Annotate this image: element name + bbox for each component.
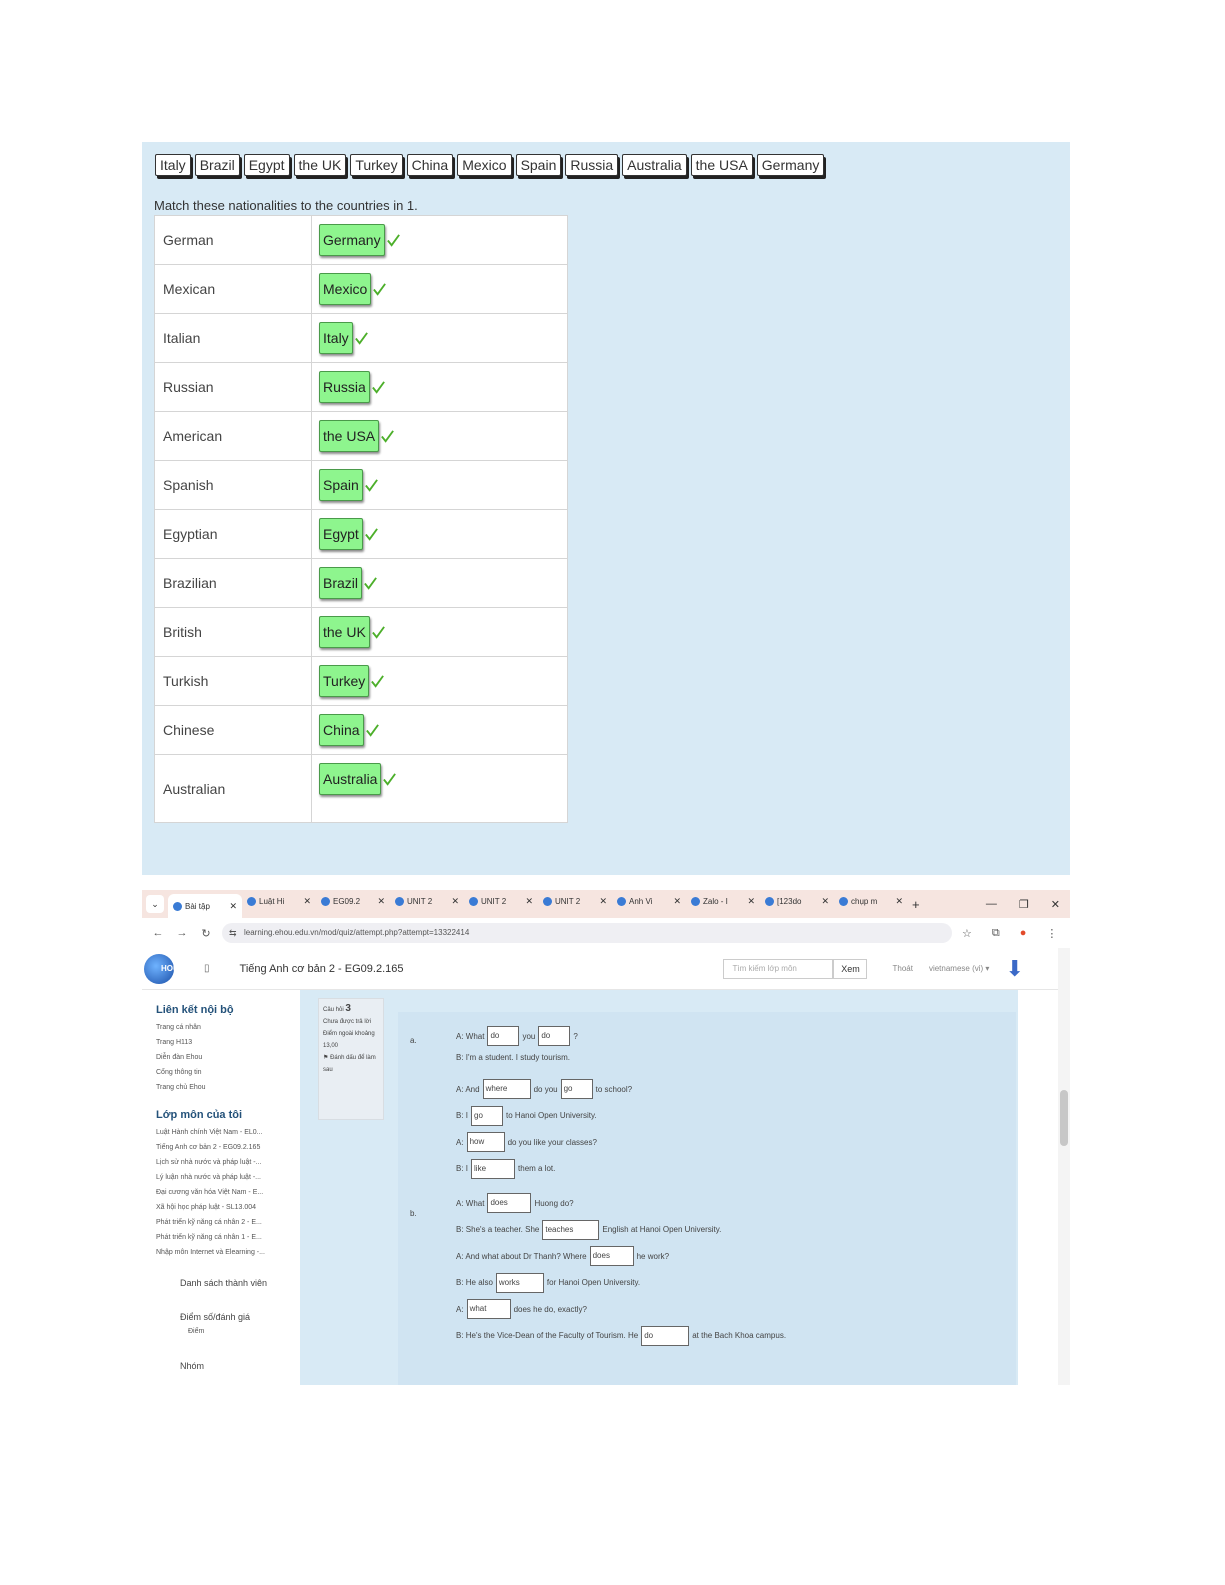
dialogue-line — [456, 1326, 786, 1346]
nationality-cell: Brazilian — [155, 559, 312, 608]
answer-cell — [312, 412, 568, 461]
internal-links-title: Liên kết nội bộ — [156, 1004, 234, 1016]
nationality-cell: Australian — [155, 755, 312, 823]
tab-close-icon[interactable]: ✕ — [821, 895, 829, 906]
country-chip[interactable]: Mexico — [457, 154, 511, 176]
country-chip[interactable]: Germany — [757, 154, 825, 176]
answer-cell — [312, 657, 568, 706]
match-row — [155, 363, 568, 412]
dialogue-text: B: I — [456, 1111, 469, 1120]
answer-cell — [312, 314, 568, 363]
answer-box[interactable]: China — [319, 714, 364, 746]
tab-close-icon[interactable]: ✕ — [599, 895, 607, 906]
browser-tab[interactable] — [242, 890, 316, 912]
country-chip[interactable]: Brazil — [195, 154, 240, 176]
restore-icon[interactable]: ❐ — [1018, 898, 1029, 911]
dialogue-text: do you like your classes? — [507, 1137, 597, 1147]
sidebar-course-link[interactable]: Đại cương văn hóa Việt Nam - E... — [156, 1189, 264, 1196]
country-chip[interactable]: Turkey — [350, 154, 402, 176]
dialogue-text: A: And what about Dr Thanh? Where — [456, 1251, 587, 1261]
dialogue-text: A: What — [456, 1198, 485, 1208]
scrollbar-thumb[interactable] — [1060, 1090, 1068, 1146]
sidebar-course-link[interactable]: Nhập môn Internet và Elearning -... — [156, 1249, 265, 1256]
answer-gap-input[interactable]: go — [471, 1106, 503, 1126]
tab-title: chụp m — [851, 896, 878, 906]
url-field[interactable] — [222, 923, 952, 943]
answer-gap-input[interactable]: does — [590, 1246, 634, 1266]
answer-box[interactable]: the UK — [319, 616, 370, 648]
sidebar-course-link[interactable]: Phát triển kỹ năng cá nhân 2 - E... — [156, 1219, 262, 1226]
nationality-cell: Mexican — [155, 265, 312, 314]
answer-cell — [312, 216, 568, 265]
country-chip[interactable]: Italy — [155, 154, 191, 176]
answer-cell — [312, 755, 568, 823]
correct-check-icon — [364, 527, 379, 542]
answer-box[interactable]: Spain — [319, 469, 363, 501]
dialogue-text: do you — [533, 1084, 558, 1094]
window-controls — [986, 898, 1070, 911]
country-chip[interactable]: the UK — [294, 154, 347, 176]
dialogue-text: B: He also — [456, 1278, 493, 1287]
dialogue-text: A: — [456, 1137, 464, 1147]
flag-question-link[interactable]: ⚑ Đánh dấu để làm sau — [323, 1055, 376, 1073]
logo-text: HOU — [161, 963, 179, 973]
answer-cell — [312, 706, 568, 755]
nationality-cell: American — [155, 412, 312, 461]
dialogue-line — [456, 1273, 640, 1293]
tab-close-icon[interactable]: ✕ — [377, 895, 385, 906]
menu-icon[interactable]: ⋮ — [1046, 927, 1058, 940]
country-chip[interactable]: China — [407, 154, 454, 176]
dialogue-text: them a lot. — [518, 1164, 556, 1173]
match-row — [155, 657, 568, 706]
tab-close-icon[interactable]: ✕ — [747, 895, 755, 906]
correct-check-icon — [365, 723, 380, 738]
answer-cell — [312, 461, 568, 510]
match-row — [155, 755, 568, 823]
flag-icon: ⚑ — [323, 1055, 329, 1061]
dialogue-text: A: And — [456, 1084, 480, 1094]
part-b-label: b. — [410, 1209, 417, 1218]
groups-link[interactable]: Nhóm — [180, 1361, 205, 1371]
correct-check-icon — [382, 772, 397, 787]
grades-link[interactable]: Điểm số/đánh giá — [180, 1312, 251, 1322]
answer-box[interactable]: Australia — [319, 763, 381, 795]
dialogue-text: to Hanoi Open University. — [506, 1111, 597, 1120]
dialogue-text: B: I'm a student. I study tourism. — [456, 1052, 571, 1062]
sidebar-course-link[interactable]: Xã hội học pháp luật - SL13.004 — [156, 1204, 257, 1211]
address-bar — [142, 918, 1070, 948]
browser-window — [142, 890, 1070, 1385]
tab-favicon-icon — [543, 897, 552, 906]
tab-favicon-icon — [247, 897, 256, 906]
answer-cell — [312, 265, 568, 314]
dialogue-line — [456, 1053, 570, 1062]
dialogue-line — [456, 1220, 721, 1240]
quiz-content — [300, 990, 1018, 1385]
answer-gap-input[interactable]: where — [483, 1079, 531, 1099]
dialogue-text: B: He's the Vice-Dean of the Faculty of Tourism. He — [456, 1331, 639, 1340]
country-chip-row — [155, 154, 824, 176]
exercise-instruction: Match these nationalities to the countries in 1. — [154, 198, 418, 213]
dialogue-text: he work? — [636, 1251, 670, 1261]
dialogue-text: to school? — [595, 1084, 633, 1094]
sidebar-course-link[interactable]: Lý luận nhà nước và pháp luật -... — [156, 1174, 262, 1181]
tab-close-icon[interactable]: ✕ — [895, 895, 903, 906]
browser-tab[interactable] — [686, 890, 760, 912]
nationality-cell: Turkish — [155, 657, 312, 706]
tab-favicon-icon — [617, 897, 626, 906]
url-text: learning.ehou.edu.vn/mod/quiz/attempt.php?attempt=13322414 — [244, 928, 470, 937]
nationality-cell: Spanish — [155, 461, 312, 510]
browser-tab[interactable] — [390, 890, 464, 912]
answer-box[interactable]: Mexico — [319, 273, 371, 305]
dialogue-text: B: I — [456, 1164, 469, 1173]
tab-favicon-icon — [321, 897, 330, 906]
question-body — [398, 1012, 1016, 1385]
match-row — [155, 559, 568, 608]
my-courses-title: Lớp môn của tôi — [156, 1109, 243, 1121]
correct-check-icon — [380, 429, 395, 444]
tab-favicon-icon — [839, 897, 848, 906]
question-number: 3 — [345, 1003, 351, 1014]
sidebar-course-link[interactable]: Phát triển kỹ năng cá nhân 1 - E... — [156, 1234, 262, 1241]
dialogue-line — [456, 1299, 587, 1319]
question-info — [318, 998, 384, 1120]
matching-table — [154, 215, 568, 823]
sidebar-course-link[interactable]: Lịch sử nhà nước và pháp luật -... — [156, 1159, 262, 1166]
answer-box[interactable]: the USA — [319, 420, 379, 452]
tab-title: [123do — [777, 896, 802, 906]
tab-favicon-icon — [765, 897, 774, 906]
sidebar-course-link[interactable]: Luật Hành chính Việt Nam - EL0... — [156, 1129, 263, 1136]
dialogue-line — [456, 1106, 597, 1126]
dialogue-text: at the Bach Khoa campus. — [692, 1331, 787, 1340]
tab-close-icon[interactable]: ✕ — [673, 895, 681, 906]
correct-check-icon — [371, 380, 386, 395]
match-row — [155, 510, 568, 559]
question-points: Điểm ngoài khoảng 13,00 — [323, 1031, 375, 1049]
dialogue-line — [456, 1246, 669, 1266]
dialogue-text: Huong do? — [534, 1198, 574, 1208]
answer-gap-input[interactable]: teaches — [542, 1220, 599, 1240]
sidebar-internal-link[interactable]: Cổng thông tin — [156, 1069, 202, 1076]
dialogue-line — [456, 1079, 632, 1099]
dialogue-line — [456, 1159, 555, 1179]
tab-title: UNIT 2 — [407, 896, 433, 906]
correct-check-icon — [364, 478, 379, 493]
answer-box[interactable]: Egypt — [319, 518, 363, 550]
site-header — [142, 948, 1070, 990]
dialogue-text: English at Hanoi Open University. — [602, 1225, 722, 1234]
dialogue-text: A: What — [456, 1031, 485, 1041]
answer-gap-input[interactable]: do — [487, 1026, 519, 1046]
close-window-icon[interactable]: ✕ — [1050, 898, 1060, 911]
match-row — [155, 216, 568, 265]
dialogue-text: for Hanoi Open University. — [546, 1278, 641, 1287]
answer-cell — [312, 608, 568, 657]
match-row — [155, 412, 568, 461]
matching-exercise-panel — [142, 142, 1070, 875]
dialogue-line — [456, 1193, 574, 1213]
dialogue-text: B: She's a teacher. She — [456, 1225, 540, 1234]
tab-title: UNIT 2 — [555, 896, 581, 906]
tab-favicon-icon — [173, 902, 182, 911]
tab-close-icon[interactable]: ✕ — [525, 895, 533, 906]
menu-toggle-icon[interactable]: ▯ — [204, 963, 210, 974]
answer-gap-input[interactable]: do — [641, 1326, 689, 1346]
language-select[interactable]: vietnamese (vi) ▾ — [928, 964, 990, 973]
course-search-input[interactable]: Tìm kiếm lớp môn — [723, 959, 833, 979]
search-button[interactable]: Xem — [833, 959, 867, 979]
tab-close-icon[interactable]: ✕ — [229, 900, 237, 911]
country-chip[interactable]: Russia — [565, 154, 618, 176]
star-icon[interactable]: ☆ — [962, 927, 972, 940]
browser-tab[interactable] — [760, 890, 834, 912]
country-chip[interactable]: the USA — [691, 154, 753, 176]
answer-cell — [312, 559, 568, 608]
answer-box[interactable]: Russia — [319, 371, 370, 403]
site-logo[interactable] — [144, 954, 179, 984]
correct-check-icon — [363, 576, 378, 591]
dialogue-text: does he do, exactly? — [513, 1304, 587, 1314]
correct-check-icon — [386, 233, 401, 248]
course-title: Tiếng Anh cơ bản 2 - EG09.2.165 — [239, 962, 404, 975]
download-arrow-icon[interactable]: ⬇ — [1005, 955, 1024, 981]
sidebar-internal-link[interactable]: Trang chủ Ehou — [156, 1084, 206, 1091]
tab-search-icon[interactable]: ⌄ — [146, 895, 164, 913]
back-icon[interactable]: ← — [152, 927, 164, 939]
answer-gap-input[interactable]: what — [467, 1299, 511, 1319]
answer-gap-input[interactable]: go — [561, 1079, 593, 1099]
site-info-icon[interactable]: ⇆ — [229, 928, 237, 938]
dialogue-text: ? — [573, 1031, 578, 1041]
sidebar-internal-link[interactable]: Trang cá nhân — [156, 1024, 201, 1031]
answer-cell — [312, 363, 568, 412]
match-row — [155, 608, 568, 657]
browser-tab[interactable] — [538, 890, 612, 912]
browser-tab[interactable] — [168, 894, 242, 918]
members-link[interactable]: Danh sách thành viên — [180, 1278, 268, 1288]
forward-icon[interactable]: → — [176, 927, 188, 939]
answer-gap-input[interactable]: does — [487, 1193, 531, 1213]
browser-tab[interactable] — [316, 890, 390, 912]
nationality-cell: Italian — [155, 314, 312, 363]
sidebar-course-link[interactable]: Tiếng Anh cơ bản 2 - EG09.2.165 — [156, 1144, 261, 1151]
dialogue-line — [456, 1132, 597, 1152]
country-chip[interactable]: Spain — [516, 154, 562, 176]
browser-tab[interactable] — [612, 890, 686, 912]
browser-tab[interactable] — [464, 890, 538, 912]
answer-gap-input[interactable]: do — [538, 1026, 570, 1046]
tab-title: Zalo - I — [703, 896, 728, 906]
nationality-cell: Chinese — [155, 706, 312, 755]
dialogue-text: A: — [456, 1304, 464, 1314]
correct-check-icon — [371, 625, 386, 640]
sidebar-internal-link[interactable]: Diễn đàn Ehou — [156, 1054, 203, 1061]
tab-title: UNIT 2 — [481, 896, 507, 906]
tab-favicon-icon — [469, 897, 478, 906]
tab-close-icon[interactable]: ✕ — [303, 895, 311, 906]
logout-link[interactable]: Thoát — [892, 964, 913, 973]
correct-check-icon — [370, 674, 385, 689]
minimize-icon[interactable]: — — [985, 897, 997, 910]
reload-icon[interactable]: ↻ — [201, 927, 211, 940]
part-a-label: a. — [410, 1036, 417, 1045]
tab-title: Luật Hi — [259, 896, 285, 906]
dialogue-line — [456, 1026, 578, 1046]
tab-close-icon[interactable]: ✕ — [451, 895, 459, 906]
answer-gap-input[interactable]: works — [496, 1273, 544, 1293]
tab-title: EG09.2 — [333, 896, 361, 906]
answer-box[interactable]: Turkey — [319, 665, 369, 697]
answer-box[interactable]: Italy — [319, 322, 353, 354]
match-row — [155, 265, 568, 314]
tab-favicon-icon — [691, 897, 700, 906]
country-chip[interactable]: Egypt — [244, 154, 290, 176]
correct-check-icon — [372, 282, 387, 297]
nationality-cell: Russian — [155, 363, 312, 412]
question-label: Câu hỏi — [323, 1007, 344, 1013]
grades-sub-link[interactable]: Điểm — [188, 1328, 205, 1335]
profile-icon[interactable]: ● — [1019, 926, 1027, 939]
answer-gap-input[interactable]: like — [471, 1159, 515, 1179]
answer-gap-input[interactable]: how — [467, 1132, 505, 1152]
question-status: Chưa được trả lời — [323, 1019, 371, 1025]
answer-box[interactable]: Brazil — [319, 567, 362, 599]
new-tab-icon[interactable]: + — [912, 896, 920, 912]
nationality-cell: Egyptian — [155, 510, 312, 559]
extensions-icon[interactable]: ⧉ — [991, 926, 1000, 939]
match-row — [155, 461, 568, 510]
sidebar — [142, 990, 294, 1385]
answer-box[interactable]: Germany — [319, 224, 385, 256]
correct-check-icon — [354, 331, 369, 346]
nationality-cell: German — [155, 216, 312, 265]
tab-title: Anh Vi — [629, 896, 653, 906]
country-chip[interactable]: Australia — [622, 154, 686, 176]
tab-favicon-icon — [395, 897, 404, 906]
answer-cell — [312, 510, 568, 559]
tab-title: Bài tập — [185, 901, 210, 911]
match-row — [155, 706, 568, 755]
dialogue-text: you — [522, 1031, 536, 1041]
nationality-cell: British — [155, 608, 312, 657]
sidebar-internal-link[interactable]: Trang H113 — [156, 1039, 193, 1046]
match-row — [155, 314, 568, 363]
tab-bar — [142, 890, 1070, 918]
page-scrollbar[interactable] — [1058, 948, 1070, 1385]
browser-tab[interactable] — [834, 890, 908, 912]
